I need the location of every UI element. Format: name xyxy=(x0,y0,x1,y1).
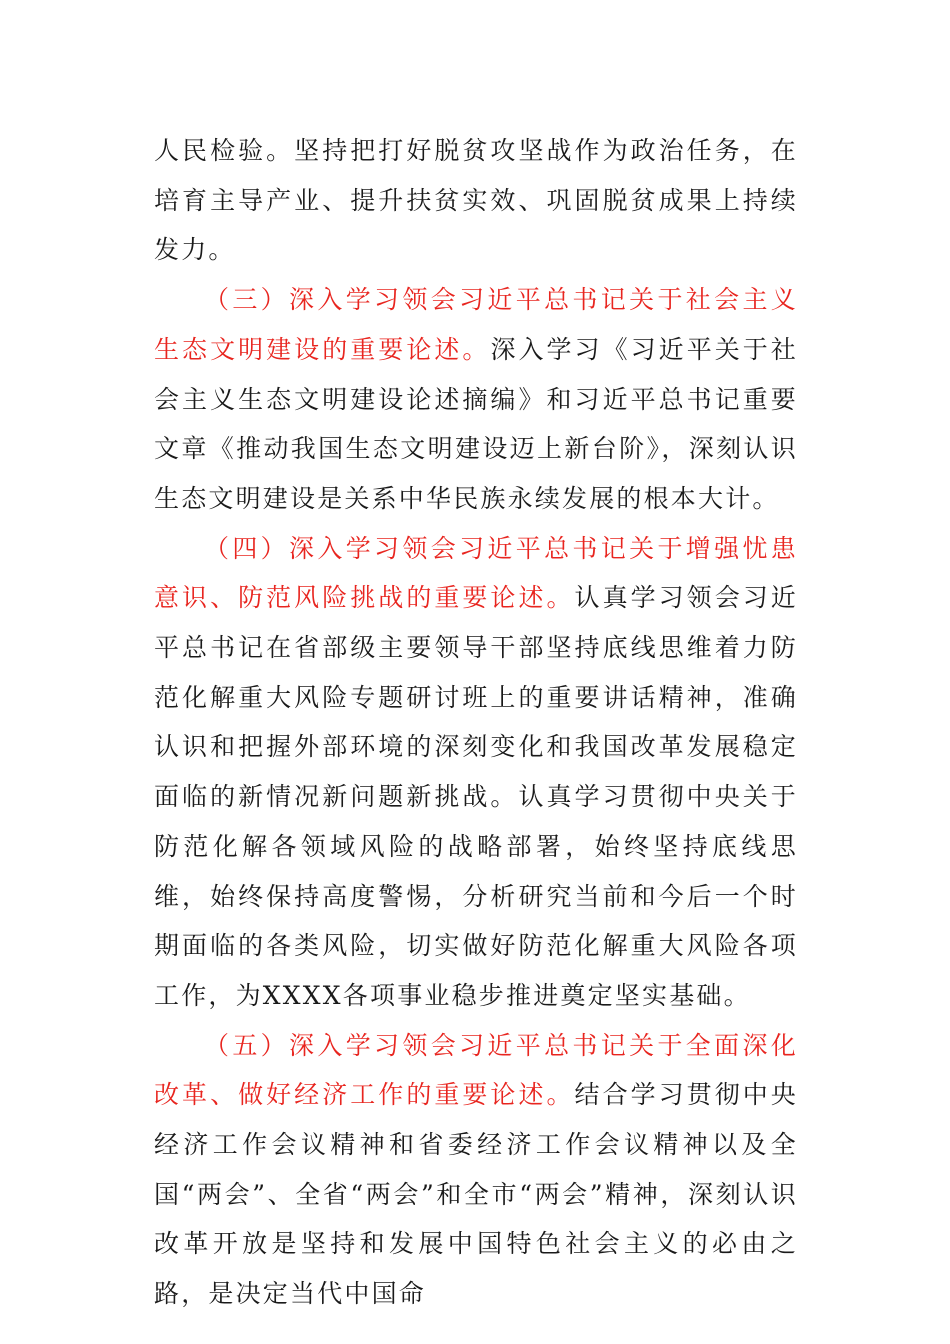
paragraph-body: 人民检验。坚持把打好脱贫攻坚战作为政治任务，在培育主导产业、提升扶贫实效、巩固脱贫成果上持续发力。 xyxy=(154,136,798,265)
paragraph-continuation xyxy=(154,126,798,275)
document-page xyxy=(154,126,798,1319)
paragraph-body: 结合学习贯彻中央经济工作会议精神和省委经济工作会议精神以及全国“两会”、全省“两会”和全市“两会”精神，深刻认识改革开放是坚持和发展中国特色社会主义的必由之路，是决定当代中国命 xyxy=(154,1080,798,1309)
paragraph-section-4 xyxy=(154,524,798,1021)
paragraph-body: 深入学习《习近平关于社会主义生态文明建设论述摘编》和习近平总书记重要文章《推动我国生态文明建设迈上新台阶》，深刻认识生态文明建设是关系中华民族永续发展的根本大计。 xyxy=(154,334,798,513)
paragraph-section-5 xyxy=(154,1021,798,1319)
section-heading: （三）深入学习领会习近平总书记关于社会主义生态文明建设的重要论述。 xyxy=(154,285,798,364)
paragraph-section-3 xyxy=(154,275,798,524)
paragraph-body: 认真学习领会习近平总书记在省部级主要领导干部坚持底线思维着力防范化解重大风险专题研讨班上的重要讲话精神，准确认识和把握外部环境的深刻变化和我国改革发展稳定面临的新情况新问题新挑战。认真学习贯彻中央关于防范化解各领域风险的战略部署，始终坚持底线思维，始终保持高度警惕，分析研究当前和今后一个时期面临的各类风险，切实做好防范化解重大风险各项工作，为XXXX各项事业稳步推进奠定坚实基础。 xyxy=(154,583,798,1010)
section-heading: （四）深入学习领会习近平总书记关于增强忧患意识、防范风险挑战的重要论述。 xyxy=(154,533,798,613)
section-heading: （五）深入学习领会习近平总书记关于全面深化改革、做好经济工作的重要论述。 xyxy=(154,1030,798,1110)
